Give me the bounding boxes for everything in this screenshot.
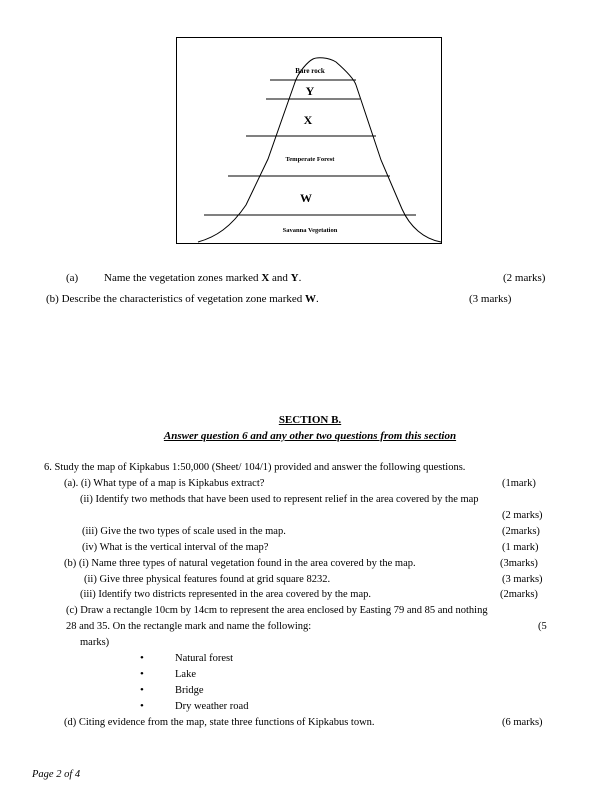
- q6-b-iii-marks: (2marks): [500, 589, 538, 600]
- label-x: X: [303, 113, 313, 127]
- label-temperate-forest: Temperate Forest: [285, 156, 335, 163]
- bullet-icon: •: [140, 700, 144, 712]
- q6-c-line2: 28 and 35. On the rectangle mark and name the following:: [66, 621, 312, 632]
- q6-a-iv-marks: (1 mark): [502, 542, 539, 553]
- q6-b-iii: (iii) Identify two districts represented in the area covered by the map.: [80, 589, 371, 600]
- q6-c-marks-num: (5: [538, 621, 547, 632]
- c-item-dry-weather-road: Dry weather road: [175, 701, 249, 712]
- page-number: Page 2 of 4: [32, 769, 81, 780]
- q6-d: (d) Citing evidence from the map, state three functions of Kipkabus town.: [64, 717, 375, 728]
- q6-a-i: (a). (i) What type of a map is Kipkabus extract?: [64, 478, 265, 489]
- q6-b-i: (b) (i) Name three types of natural vegetation found in the area covered by the map.: [64, 558, 416, 569]
- bullet-icon: •: [140, 684, 144, 696]
- q5a-label: (a): [66, 272, 79, 284]
- q6-a-ii-marks: (2 marks): [502, 510, 543, 521]
- label-y: Y: [305, 84, 315, 98]
- label-w: W: [300, 191, 312, 205]
- q6-b-i-marks: (3marks): [500, 558, 538, 569]
- bullet-icon: •: [140, 668, 144, 680]
- label-bare-rock: Bare rock: [295, 67, 325, 75]
- q5b-text: (b) Describe the characteristics of vegetation zone marked W.: [46, 293, 319, 305]
- q6-a-iii-marks: (2marks): [502, 526, 540, 537]
- c-item-bridge: Bridge: [175, 685, 204, 696]
- mountain-diagram: [176, 37, 442, 244]
- q5a-text: Name the vegetation zones marked X and Y.: [104, 272, 302, 284]
- q6-intro: 6. Study the map of Kipkabus 1:50,000 (Sheet/ 104/1) provided and answer the following questions.: [44, 462, 466, 473]
- q6-b-ii-marks: (3 marks): [502, 574, 543, 585]
- q5a-marks: (2 marks): [503, 272, 546, 284]
- bullet-icon: •: [140, 652, 144, 664]
- q6-a-iii: (iii) Give the two types of scale used in the map.: [82, 526, 286, 537]
- q6-c-line1: (c) Draw a rectangle 10cm by 14cm to represent the area enclosed by Easting 79 and 85 and nothing: [66, 605, 488, 616]
- q6-a-ii: (ii) Identify two methods that have been used to represent relief in the area covered by the map: [80, 494, 479, 505]
- q6-b-ii: (ii) Give three physical features found at grid square 8232.: [84, 574, 331, 585]
- q6-d-marks: (6 marks): [502, 717, 543, 728]
- label-savanna: Savanna Vegetation: [282, 227, 338, 234]
- q6-c-marks-word: marks): [80, 637, 110, 648]
- c-item-natural-forest: Natural forest: [175, 653, 234, 664]
- mountain-outline: [198, 58, 441, 242]
- section-title: SECTION B.: [278, 414, 342, 426]
- q5b-marks: (3 marks): [469, 293, 512, 305]
- c-item-lake: Lake: [175, 669, 196, 680]
- q6-a-i-marks: (1mark): [502, 478, 536, 489]
- vegetation-zones-figure: [176, 37, 442, 244]
- q6-a-iv: (iv) What is the vertical interval of the map?: [82, 542, 269, 553]
- section-instruction: Answer question 6 and any other two questions from this section: [163, 430, 457, 442]
